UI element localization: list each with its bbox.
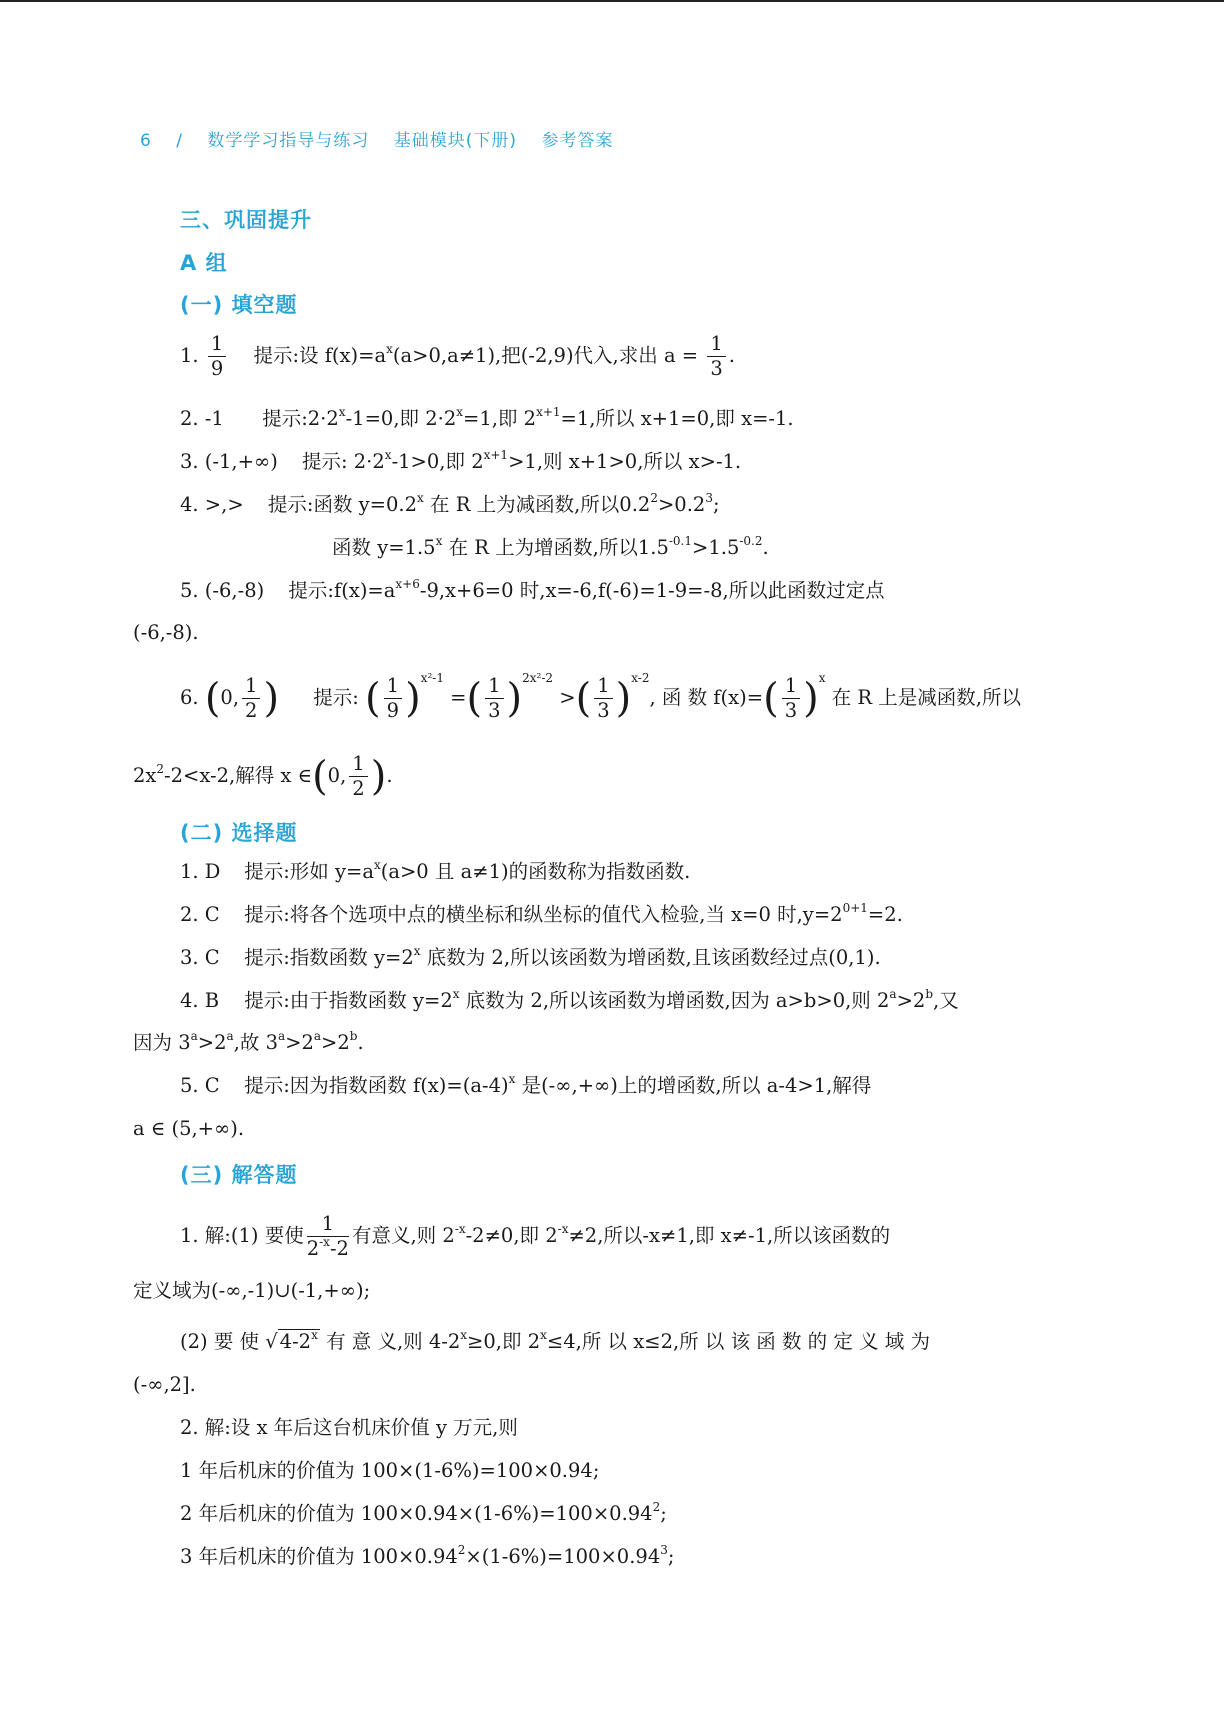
- fill-q6-answer-fraction: [242, 674, 260, 723]
- denominator-base: 2: [306, 1237, 320, 1260]
- fill-q3-hint-c: >1,则 x+1>0,所以 x>-1.: [508, 450, 742, 473]
- fill-q6-solution-fraction: [349, 752, 367, 801]
- choice-q1-answer: 1. D: [180, 860, 221, 883]
- superscript: 0+1: [842, 901, 868, 915]
- fill-q4-line2-a: 函数 y=1.5: [332, 536, 436, 559]
- choice-q2-answer: 2. C: [180, 903, 220, 926]
- choice-q4-answer: 4. B: [180, 989, 220, 1012]
- fill-q4-hint-b: 在 R 上为减函数,所以0.2: [430, 493, 651, 516]
- solve-q2-year1: 1 年后机床的价值为 100×(1-6%)=100×0.94;: [180, 1459, 600, 1482]
- fraction-one-ninth: [384, 674, 402, 723]
- fraction-numerator: 1: [707, 332, 725, 357]
- superscript: x: [373, 858, 381, 872]
- superscript: b: [925, 987, 934, 1001]
- superscript: x: [311, 1328, 318, 1342]
- choice-q4-line2-e: >2: [321, 1031, 350, 1054]
- choice-q1-hint-b: (a>0 且 a≠1)的函数称为指数函数.: [380, 860, 691, 883]
- fraction-denominator: 3: [597, 699, 610, 722]
- paren-right: ): [405, 675, 421, 722]
- fill-q5: [180, 578, 885, 604]
- answer-label: 参考答案: [541, 131, 614, 151]
- superscript: x: [435, 534, 443, 548]
- fraction-denominator: 9: [386, 699, 400, 722]
- fill-q4-hint-a: 提示:函数 y=0.2: [267, 493, 418, 516]
- choice-q4-line2-d: >2: [285, 1031, 314, 1054]
- fill-q3-hint-a: 提示: 2·2: [302, 450, 385, 473]
- paren-left: (: [204, 675, 221, 722]
- superscript: a: [226, 1029, 234, 1043]
- radicand-text: 4-2: [279, 1330, 312, 1353]
- choice-q3-hint-b: 底数为 2,所以该函数为增函数,且该函数经过点(0,1).: [426, 946, 881, 969]
- choice-q2: [180, 902, 903, 928]
- fill-q4-line2: [332, 535, 769, 561]
- fill-q6: 6. (0, $\frac{1}{2}$ ) 提示: ( $\frac{1}{9}$ )$^{x^2-1}$ =( $\frac{1}{3}$ )$^{2x^2-2}$ >( $\frac{1}{3}$ )$^{x-2}$, 函 数 f(x)=( $\frac{1}{3}$ )$^x$ 在 R 上是减函数,所以: [180, 671, 1021, 722]
- fraction-denominator: [307, 1237, 349, 1261]
- sqrt-symbol: √: [265, 1330, 278, 1353]
- fraction-numerator: 1: [782, 674, 800, 699]
- fill-q2-hint-c: =1,即 2: [463, 407, 537, 430]
- choice-q4-line2-a: 因为 3: [133, 1031, 191, 1054]
- fraction-numerator: 1: [485, 674, 503, 699]
- choice-q3-hint-a: 提示:指数函数 y=2: [244, 946, 414, 969]
- superscript: b: [349, 1029, 358, 1043]
- fill-q5-line2: (-6,-8).: [133, 621, 199, 644]
- choice-q1: [180, 859, 690, 885]
- superscript: 3: [660, 1543, 668, 1557]
- choice-q4-hint-b: 底数为 2,所以该函数为增函数,因为 a>b>0,则 2: [465, 989, 890, 1012]
- superscript: x: [386, 342, 393, 356]
- fill-q6-hint-label: 提示:: [313, 686, 359, 709]
- superscript: a: [889, 987, 897, 1001]
- superscript: 2: [457, 1543, 466, 1557]
- fill-q5-answer: 5. (-6,-8): [180, 579, 265, 602]
- fill-q2-hint-a: 提示:2·2: [262, 407, 339, 430]
- solve-q1-part2-b: 有 意 义,则 4-2: [326, 1330, 461, 1353]
- choice-q1-hint-a: 提示:形如 y=a: [244, 860, 374, 883]
- choice-q4-hint-a: 提示:由于指数函数 y=2: [244, 989, 453, 1012]
- fill-q1-hint-fraction: [707, 332, 725, 381]
- superscript: 2: [156, 762, 165, 776]
- fill-q5-hint-a: 提示:f(x)=a: [288, 579, 396, 602]
- superscript: x+1: [536, 405, 561, 419]
- solve-q1-line2: 定义域为(-∞,-1)∪(-1,+∞);: [133, 1279, 371, 1302]
- superscript: 2: [650, 491, 658, 505]
- solve-q2-year3-c: ;: [667, 1545, 675, 1568]
- paren-right: ): [615, 675, 632, 722]
- page-number: 6: [140, 131, 152, 151]
- superscript: x+1: [483, 448, 509, 462]
- choice-q5-answer: 5. C: [180, 1074, 220, 1097]
- solve-q1-part2-line2: (-∞,2].: [133, 1373, 196, 1396]
- paren-left: (: [466, 675, 483, 722]
- solve-q2-year3-b: ×(1-6%)=100×0.94: [465, 1545, 661, 1568]
- fill-q3-hint-b: -1>0,即 2: [391, 450, 484, 473]
- fill-q2-answer: 2. -1: [180, 407, 224, 430]
- sqrt-radicand: [278, 1329, 320, 1353]
- fraction-numerator: 1: [307, 1212, 349, 1237]
- fraction-one-third: [485, 674, 503, 723]
- book-title: 数学学习指导与练习: [207, 131, 370, 151]
- solve-q1-fraction: [307, 1212, 349, 1261]
- solve-q2-year3: [180, 1544, 674, 1570]
- paren-left: (: [575, 675, 592, 722]
- paren-right: ): [506, 675, 523, 722]
- superscript: 2: [652, 1500, 661, 1514]
- fill-q4-hint-d: ;: [712, 493, 720, 516]
- fraction-one-third: [782, 674, 800, 723]
- superscript: x: [338, 405, 346, 419]
- paren-left: (: [763, 675, 779, 722]
- fraction-denominator: 9: [210, 357, 224, 380]
- solve-q1: [180, 1212, 890, 1261]
- group-a-heading: A 组: [180, 251, 228, 275]
- solve-q1-c: -2≠0,即 2: [465, 1224, 558, 1247]
- superscript: 3: [705, 491, 713, 505]
- choice-q2-hint-b: =2.: [867, 903, 903, 926]
- fill-q6-line2: $2x^2-2<x-2$,解得 x ∈(0, $\frac{1}{2}$ ).: [133, 752, 393, 800]
- fill-q6-line2-a: 2x: [133, 764, 157, 787]
- solve-q2: 2. 解:设 x 年后这台机床价值 y 万元,则: [180, 1416, 518, 1439]
- superscript: 2x²-2: [522, 671, 554, 685]
- fill-q1: 1. $\frac{1}{9}$ 提示:设 $f(x)=a^x(a>0,a\ne 1)$,把(-2,9)代入,求出 a = $\frac{1}{3}$ .: [180, 332, 735, 380]
- fraction-denominator: 2: [352, 777, 365, 800]
- fill-q6-line2-end: .: [386, 764, 393, 787]
- fraction-numerator: 1: [594, 674, 612, 699]
- choice-heading: (二) 选择题: [180, 821, 298, 845]
- header-separator: /: [176, 131, 183, 151]
- solve-q1-d: ≠2,所以-x≠1,即 x≠-1,所以该函数的: [568, 1224, 891, 1247]
- paren-right: ): [803, 675, 819, 722]
- paren-left: (: [312, 753, 328, 800]
- fill-q5-hint-b: -9,x+6=0 时,x=-6,f(-6)=1-9=-8,所以此函数过定点: [419, 579, 885, 602]
- choice-q5-hint-b: 是(-∞,+∞)上的增函数,所以 a-4>1,解得: [521, 1074, 872, 1097]
- solve-q2-year3-a: 3 年后机床的价值为 100×0.94: [180, 1545, 458, 1568]
- fill-q3-answer: 3. (-1,+∞): [180, 450, 278, 473]
- superscript: x²-1: [420, 671, 444, 685]
- superscript: -0.1: [668, 534, 692, 548]
- superscript: x: [452, 987, 460, 1001]
- superscript: x: [508, 1072, 516, 1086]
- fill-q6-hint-mid: , 函 数 f(x)=: [649, 686, 764, 709]
- choice-q2-hint-a: 提示:将各个选项中点的横坐标和纵坐标的值代入检验,当 x=0 时,y=2: [244, 903, 843, 926]
- fill-q1-hint-b: (a>0,a≠1),把(-2,9)代入,求出 a =: [392, 344, 699, 367]
- choice-q5-hint-a: 提示:因为指数函数 f(x)=(a-4): [244, 1074, 509, 1097]
- fill-q3: [180, 449, 741, 475]
- solve-q1-b: 有意义,则 2: [351, 1224, 455, 1247]
- paren-left: (: [365, 675, 381, 722]
- choice-q4: [180, 988, 959, 1014]
- solve-q1-part2-c: ≥0,即 2: [467, 1330, 541, 1353]
- fill-q1-hint-a: 提示:设 f(x)=a: [253, 344, 387, 367]
- fraction-numerator: 1: [208, 332, 226, 357]
- choice-q3-answer: 3. C: [180, 946, 220, 969]
- fraction-denominator: 3: [710, 357, 723, 380]
- fill-q4-line2-c: >1.5: [692, 536, 740, 559]
- fraction-numerator: 1: [242, 674, 260, 699]
- solve-q2-year2: [180, 1501, 667, 1527]
- solve-q1-part2-a: (2) 要 使: [180, 1330, 260, 1353]
- solve-q2-year2-b: ;: [660, 1502, 667, 1525]
- superscript: x: [417, 491, 424, 505]
- fill-in-heading: (一) 填空题: [180, 293, 298, 317]
- choice-q4-line2: [133, 1030, 364, 1056]
- solve-q1-part2: [180, 1329, 930, 1355]
- superscript: x: [384, 448, 392, 462]
- fraction-one-third: [594, 674, 612, 723]
- fill-q6-hint-end: 在 R 上是减函数,所以: [831, 686, 1021, 709]
- superscript: -x: [557, 1222, 569, 1236]
- choice-q5: [180, 1073, 871, 1099]
- choice-q4-line2-f: .: [357, 1031, 364, 1054]
- superscript: a: [277, 1029, 286, 1043]
- choice-q4-hint-c: >2: [896, 989, 926, 1012]
- fraction-numerator: 1: [349, 752, 367, 777]
- fill-q2-hint-b: -1=0,即 2·2: [345, 407, 457, 430]
- denominator-rest: -2: [329, 1237, 349, 1260]
- superscript: x: [460, 1328, 468, 1342]
- fill-q4-line2-b: 在 R 上为增函数,所以1.5: [448, 536, 669, 559]
- paren-right: ): [370, 753, 387, 800]
- superscript: x+6: [395, 577, 420, 591]
- fill-q1-number: 1.: [180, 344, 199, 367]
- superscript: a: [313, 1029, 322, 1043]
- solve-q1-a: 1. 解:(1) 要使: [180, 1224, 304, 1247]
- fraction-numerator: 1: [384, 674, 402, 699]
- superscript: x: [413, 944, 421, 958]
- superscript: -x: [454, 1222, 466, 1236]
- superscript: -x: [319, 1235, 330, 1249]
- choice-q5-line2: a ∈ (5,+∞).: [133, 1117, 245, 1140]
- superscript: -0.2: [739, 534, 763, 548]
- superscript: x: [540, 1328, 547, 1342]
- superscript: x-2: [631, 671, 650, 685]
- fill-q6-number: 6.: [180, 686, 199, 709]
- fraction-denominator: 3: [784, 699, 798, 722]
- choice-q4-hint-d: ,又: [933, 989, 959, 1012]
- fill-q6-line2-b: -2<x-2,解得 x ∈: [164, 764, 313, 787]
- fill-q4-hint-c: >0.2: [657, 493, 706, 516]
- solve-heading: (三) 解答题: [180, 1163, 298, 1187]
- fill-q4: [180, 492, 720, 518]
- section-heading-consolidate: 三、巩固提升: [180, 208, 312, 232]
- solve-q2-year2-a: 2 年后机床的价值为 100×0.94×(1-6%)=100×0.94: [180, 1502, 653, 1525]
- choice-q4-line2-c: ,故 3: [233, 1031, 278, 1054]
- solve-q1-part2-d: ≤4,所 以 x≤2,所 以 该 函 数 的 定 义 域 为: [546, 1330, 930, 1353]
- choice-q4-line2-b: >2: [197, 1031, 227, 1054]
- superscript: x: [818, 671, 826, 685]
- paren-right: ): [263, 675, 280, 722]
- fill-q4-line2-d: .: [762, 536, 769, 559]
- superscript: a: [190, 1029, 198, 1043]
- fill-q1-answer-fraction: [208, 332, 226, 381]
- superscript: x: [456, 405, 464, 419]
- fill-q4-answer: 4. >,>: [180, 493, 244, 516]
- fill-q2: [180, 406, 794, 432]
- fraction-denominator: 3: [488, 699, 501, 722]
- choice-q3: [180, 945, 881, 971]
- fraction-denominator: 2: [245, 699, 258, 722]
- fill-q2-hint-d: =1,所以 x+1=0,即 x=-1.: [560, 407, 794, 430]
- module-title: 基础模块(下册): [393, 131, 518, 151]
